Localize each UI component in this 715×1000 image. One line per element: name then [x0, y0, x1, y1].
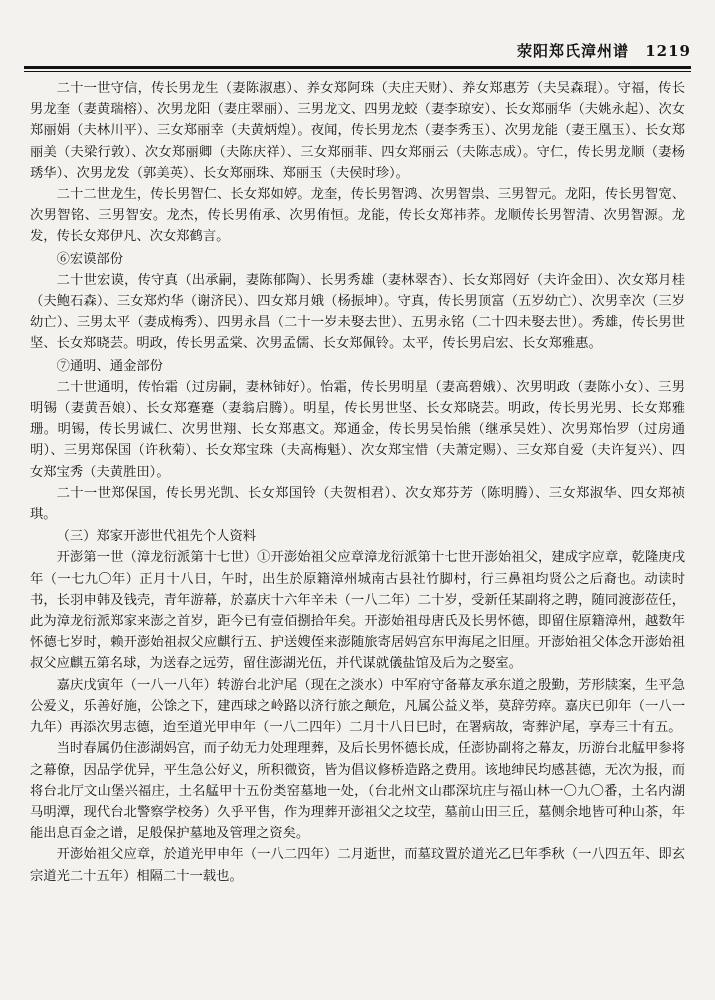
section-heading-tongming: ⑦通明、通金部份 — [56, 358, 163, 374]
body-text — [30, 78, 685, 887]
paragraph-gen20-hongmo: 二十世宏谟，传守真（出承嗣，妻陈郁陶）、长男秀雄（妻林翠杏）、长女郑罔好（夫许金田）、次女郑月桂（夫鲍石森）、三女郑灼华（谢济民）、四女郑月娥（杨振坤）。守真，传长男顶富（五岁幼亡）、次男幸次（三岁幼亡）、三男太平（妻成梅秀）、四男永昌（二十一岁未娶去世）、五男永铭（二十四未娶去世）。秀雄，传长男世坚、长女郑晓芸。明政，传长男孟棠、次男孟儒、长女郑佩铃。太平，传长男启宏、长女郑雅惠。 — [30, 272, 685, 352]
paragraph-jiaqing-wuyin: 嘉庆戊寅年（一八一八年）转游台北沪尾（现在之淡水）中军府守备幕友承东道之殷勤，芳形牍案，生平急公爱义，乐善好施，公馀之下，建西球之岭路以济行旅之颠危，凡属公益义举，莫辞劳瘁。嘉庆已卯年（一八一九年）再添次男志德，迨至道光甲申年（一八二四年）二月十八日巳时，在署病故，寄葬沪尾，享寿三十有五。 — [30, 677, 685, 736]
paragraph-gen21-shouxin: 二十一世守信，传长男龙生（妻陈淑惠）、养女郑阿珠（夫庄天财）、养女郑惠芳（夫吴森琨）。守福，传长男龙奎（妻黄瑞榕）、次男龙阳（妻庄翠丽）、三男龙文、四男龙蛟（妻李琼安）、长女郑丽华（夫姚永起）、次女郑丽娟（夫林川平）、三女郑丽幸（夫黄炳煌）。夜闻，传长男龙杰（妻李秀玉）、次男龙能（妻王凰玉）、长女郑丽美（夫梁行敦）、次女郑丽卿（夫陈庆祥）、三女郑丽菲、四女郑丽云（夫陈志成）。守仁，传长男龙顺（妻杨琇华）、次男龙发（郭美英）、长女郑丽珠、郑丽玉（夫侯时珍）。 — [30, 81, 685, 181]
paragraph-gen20-tongming: 二十世通明，传怡霜（过房嗣，妻林铈好）。怡霜，传长男明星（妻高碧娥）、次男明政（妻陈小女）、三男明锡（妻黄吾娘）、长女郑蹇蹇（妻翁启腾）。明星，传长男世坚、长女郑晓芸。明政，传长男光男、长女郑雅珊。明锡，传长男诚仁、次男世翔、长女郑惠文。郑通金，传长男吴怡熊（继承吴姓）、次男郑怡罗（过房通明）、三男郑保国（许秋菊）、长女郑宝珠（夫高梅魁）、次女郑宝惜（夫萧定赐）、三女郑自爱（夫许复兴）、四女郑宝秀（夫黄胜田）。 — [30, 379, 685, 480]
header-rule-thick — [24, 66, 691, 69]
section-heading-ancestors: （三）郑家开澎世代祖先个人资料 — [56, 529, 257, 545]
page-number: 1219 — [645, 42, 691, 60]
header-rule-thin — [24, 71, 691, 72]
paragraph-burial: 当时春属仍住澎湖妈宫，而子幼无力处理理葬，及后长男怀德长成，任澎协副将之幕友，历游台北艋甲参将之幕僚，因品学优异，平生急公好义，所积微资，皆为倡议修桥造路之费用。该地绅民均感甚德，无次为报，而将台北厅文山堡兴福庄，土名艋甲十五份类窑墓地一处，（台北州文山郡深坑庄与福山林一〇九〇番，土名内湖马明潭，现代台北警察学校务）久乎平售，作为理葬开澎祖父之坟茔，墓前山田三丘，墓侧余地皆可种山茶，年能出息百金之谱，足般保护墓地及管理之资矣。 — [30, 741, 685, 842]
paragraph-first-generation: 开澎第一世（漳龙衍派第十七世）①开澎始祖父应章漳龙衍派第十七世开澎始祖父，建成字应章，乾隆庚戌年（一七九〇年）正月十八日，午时，出生於原籍漳州城南古县社竹脚村，行三鼻祖均贤公之后裔也。动读时书，长羽申韩及钱壳，青年游幕，於嘉庆十六年辛未（一八二年）二十岁，受新任某副将之聘，随同渡澎莅任，此为漳龙衍派郑家来澎之首岁，距今已有壹佰捌拾年矣。开澎始祖母唐氏及长男怀德，即留住原籍漳州，越数年怀德七岁时，赖开澎始祖叔父应麒行五、护送嫂侄来澎随旅寄居妈宫东甲海尾之旧厘。开澎始祖父体念开澎始祖叔父应麒五第名球，为送春之远劳，留住澎湖光伍，并代谋就儀盐馆及后为之娶室。 — [30, 550, 685, 672]
paragraph-gen21-baoguo: 二十一世郑保国，传长男光凯、长女郑国铃（夫贺相君）、次女郑芬芳（陈明腾）、三女郑淑华、四女郑祯琪。 — [30, 485, 685, 523]
running-title: 荥阳郑氏漳州谱 — [517, 42, 630, 60]
paragraph-gen22-longsheng: 二十二世龙生，传长男智仁、长女郑如婷。龙奎，传长男智鸿、次男智祟、三男智元。龙阳，传长男智宽、次男智铭、三男智安。龙杰，传长男侑承、次男侑恒。龙能，传长女郑祎荞。龙顺传长男智清、次男智源。龙发，传长女郑伊凡、次女郑鹤言。 — [30, 187, 685, 245]
paragraph-tomb: 开澎始祖父应章，於道光甲申年（一八二四年）二月逝世，而墓玟置於道光乙巳年季秋（一八四五年、即玄宗道光二十五年）相隔二十一载也。 — [30, 847, 685, 884]
page-header — [24, 40, 691, 64]
section-heading-hongmo: ⑥宏谟部份 — [56, 251, 124, 267]
